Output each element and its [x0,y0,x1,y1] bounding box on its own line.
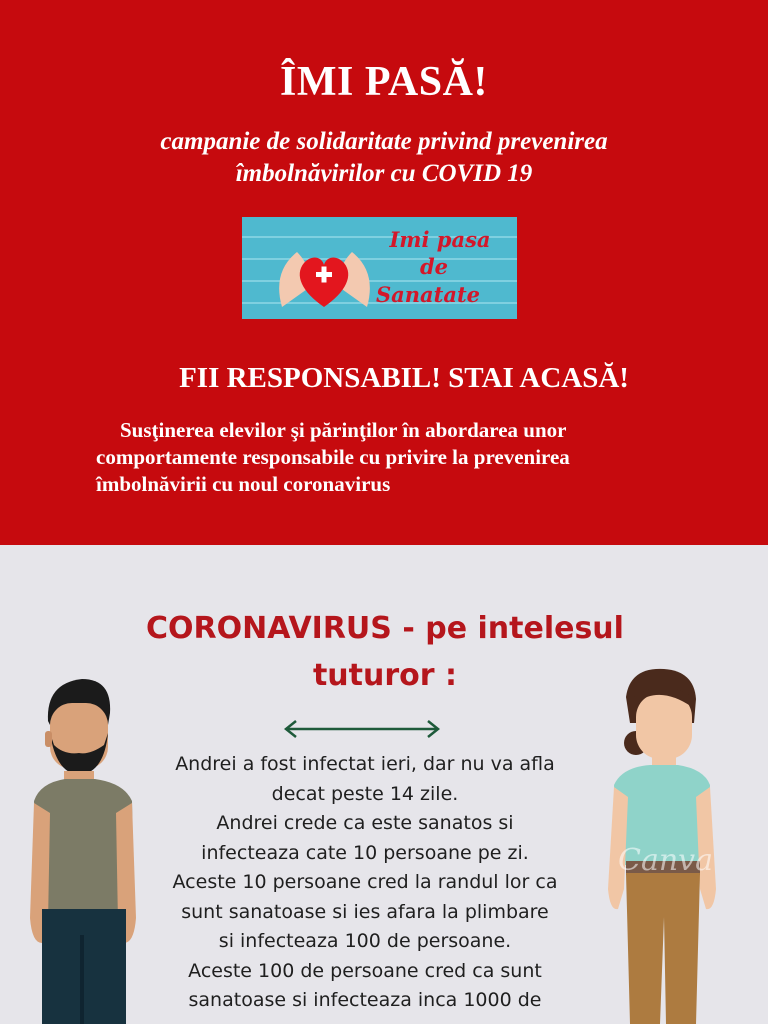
infographic-section [0,545,768,1024]
subtitle-line: îmbolnăvirilor cu COVID 19 [235,160,533,187]
support-line: Susţinerea elevilor şi părinţilor în abordarea unor [120,418,567,442]
story-line: sanatoase si infecteaza inca 1000 de [188,989,542,1011]
page-title: ÎMI PASĂ! [280,59,488,105]
watermark: Canva [618,843,713,878]
banner-text: de [419,254,449,279]
story-line: si infecteaza 100 de persoane. [218,930,512,952]
story-line: decat peste 14 zile. [271,782,459,805]
support-line: comportamente responsabile cu privire la prevenirea [96,445,570,469]
double-arrow-icon [282,717,442,741]
man-illustration-icon [20,673,170,1024]
campaign-banner-image [242,217,517,319]
story-text [170,750,560,1016]
subtitle-line: campanie de solidaritate privind prevenirea [160,128,608,155]
story-line: Aceste 10 persoane cred la randul lor ca [172,871,558,893]
story-line: Andrei crede ca este sanatos si [216,812,514,834]
support-line: îmbolnăvirii cu noul coronavirus [96,472,391,496]
story-line: infecteaza cate 10 persoane pe zi. [201,841,529,864]
banner-text: Sanatate [375,282,481,307]
heading-line: CORONAVIRUS - pe intelesul [146,611,624,646]
campaign-subtitle [60,126,708,190]
story-line: sunt sanatoase si ies afara la plimbare [181,900,549,923]
slogan: FII RESPONSABIL! STAI ACASĂ! [179,362,629,394]
heading-line: tuturor : [312,658,458,693]
support-paragraph [96,417,696,498]
banner-text: Imi pasa [389,227,491,252]
story-line: Andrei a fost infectat ieri, dar nu va afla [175,753,555,775]
story-line: Aceste 100 de persoane cred ca sunt [188,959,542,982]
infographic-heading [140,605,630,699]
